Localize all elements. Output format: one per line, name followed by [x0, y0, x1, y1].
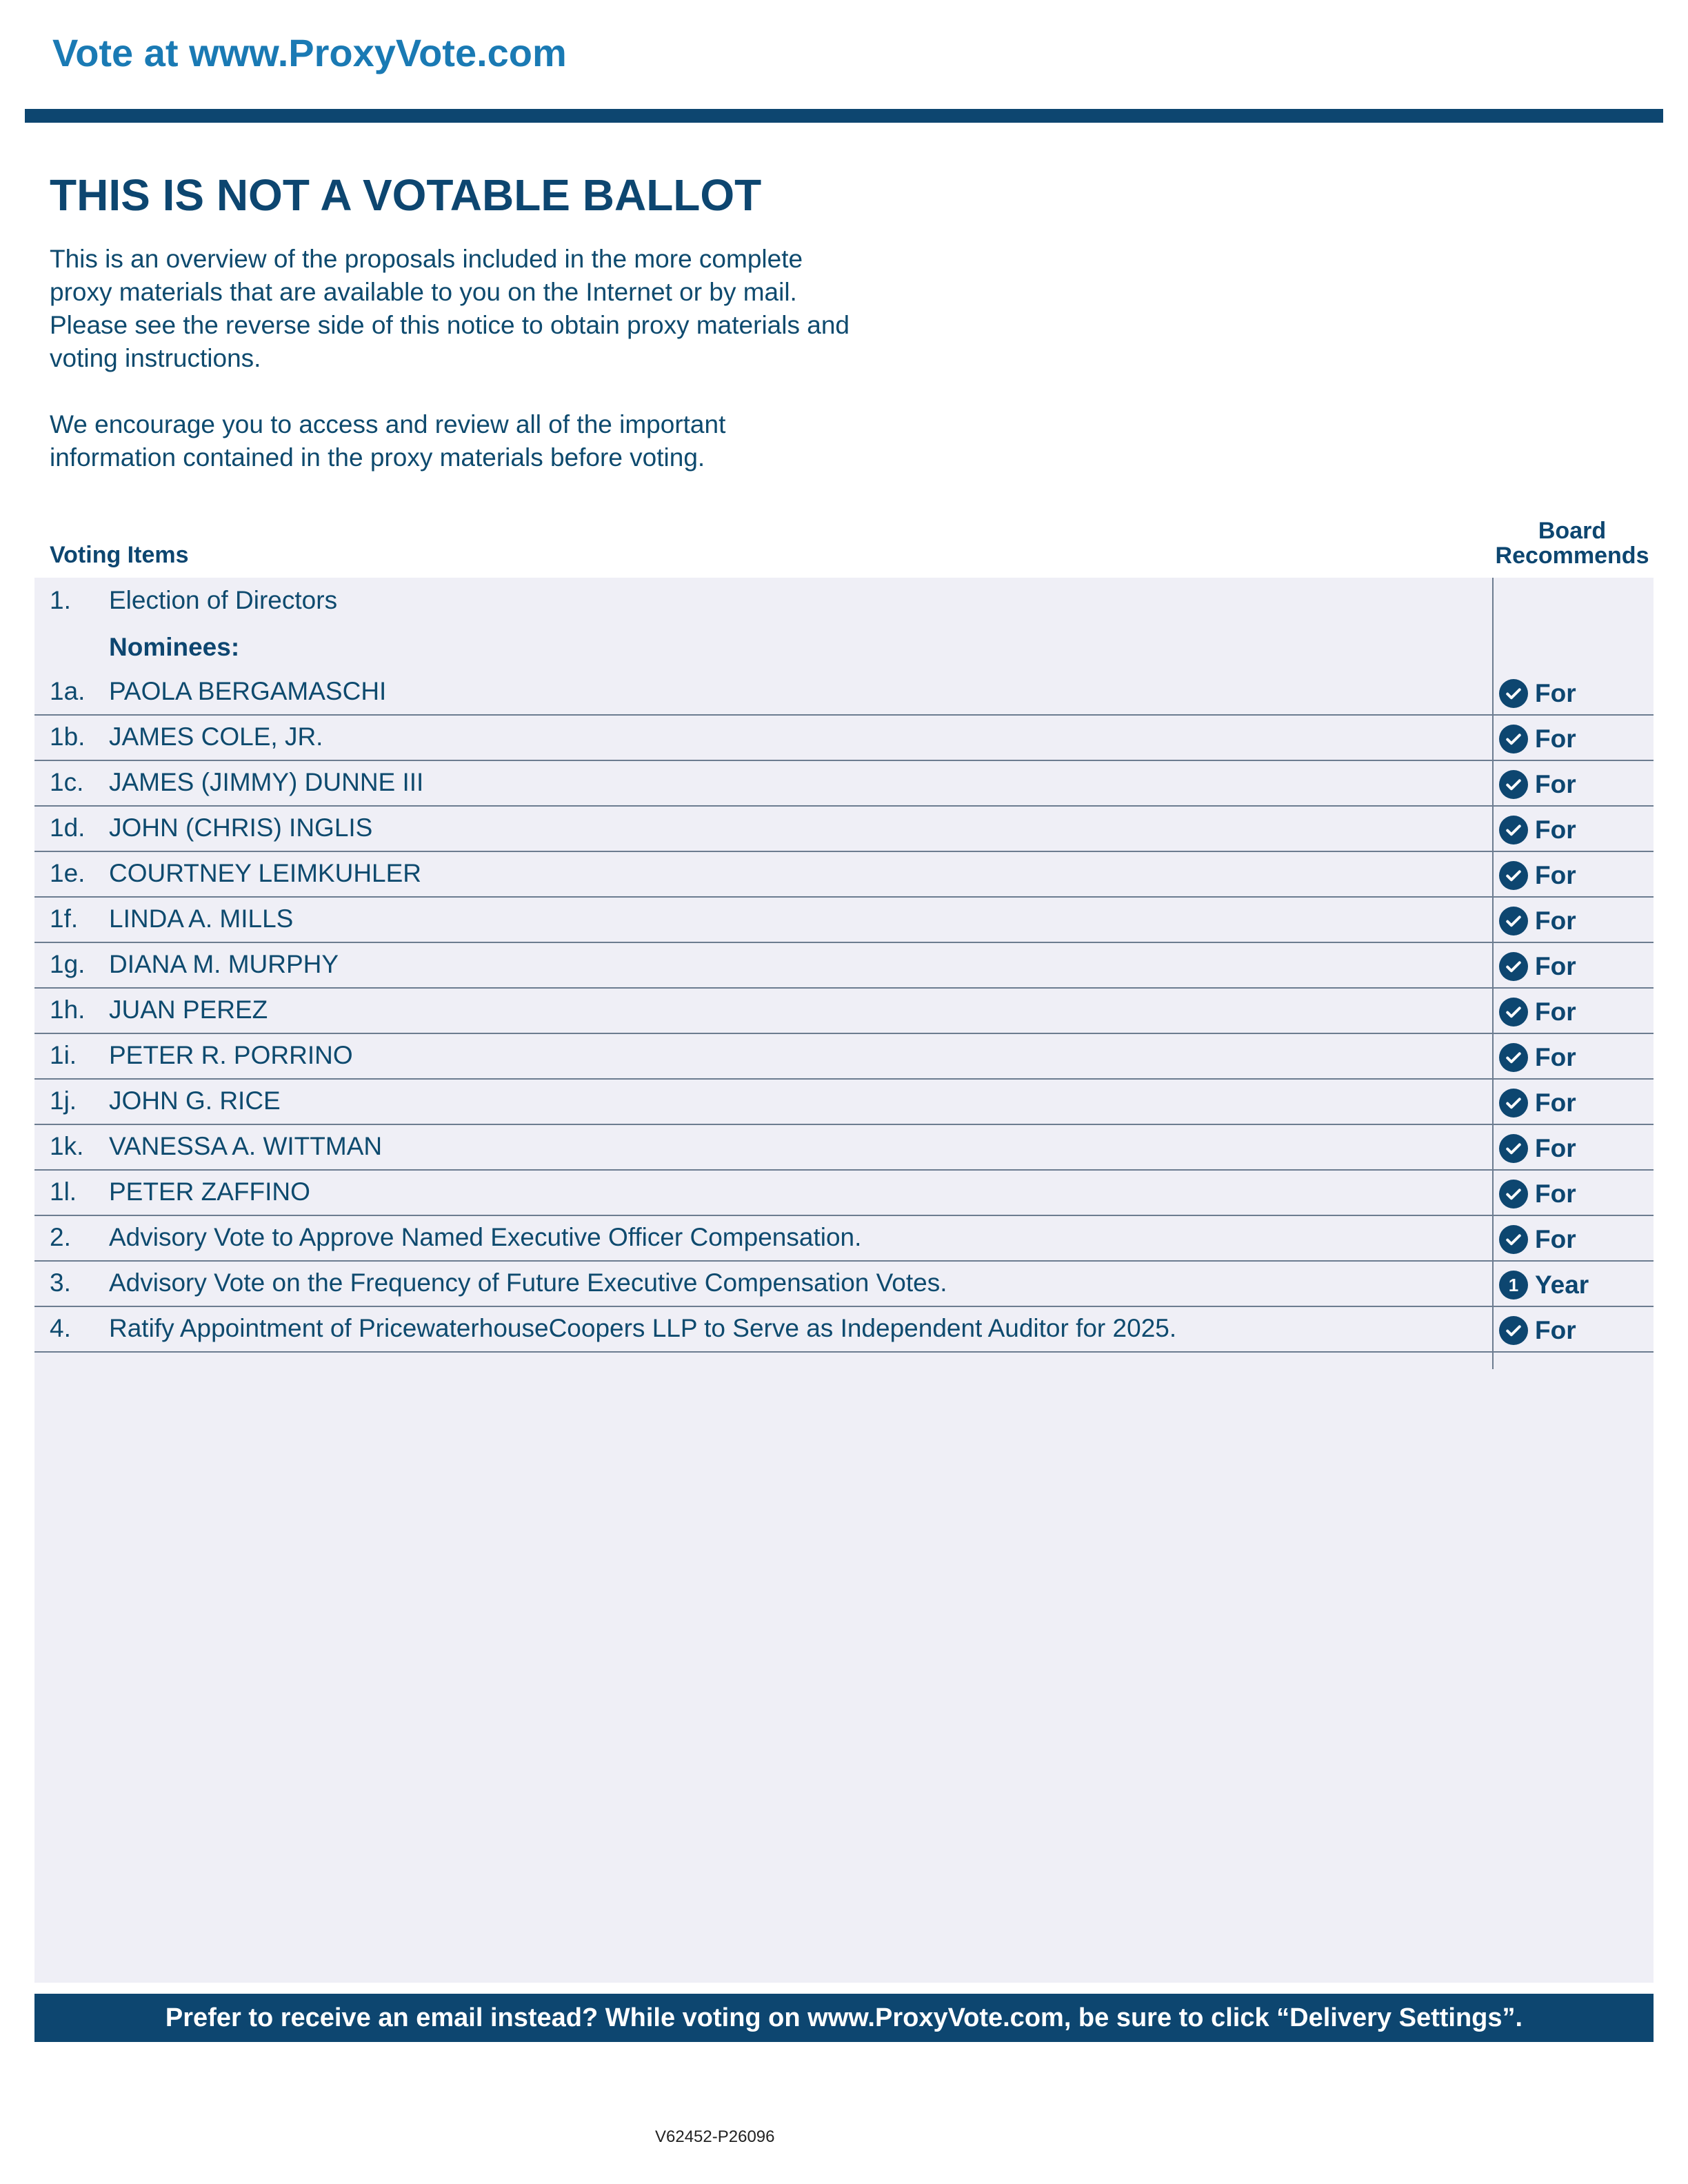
check-circle-icon: [1499, 770, 1528, 799]
table-row: [34, 625, 1654, 670]
icon-number: 1: [1508, 1274, 1519, 1295]
item-number: 1c.: [50, 768, 84, 796]
board-recommendation: [1499, 678, 1576, 709]
board-recommendation: [1499, 997, 1576, 1027]
footer-banner: [34, 1994, 1654, 2042]
recommendation-label: For: [1535, 770, 1576, 798]
board-recommends-header: [1489, 518, 1655, 568]
item-number: 1k.: [50, 1132, 84, 1160]
item-text: JOHN (CHRIS) INGLIS: [109, 813, 373, 842]
item-number: 1i.: [50, 1041, 77, 1069]
board-recommendation: [1499, 1133, 1576, 1164]
recommendation-label: For: [1535, 1316, 1576, 1344]
check-circle-icon: [1499, 861, 1528, 890]
table-row: [34, 1260, 1654, 1307]
check-circle-icon: [1499, 725, 1528, 754]
table-row: [34, 851, 1654, 898]
recommendation-label: For: [1535, 998, 1576, 1026]
voting-items-header: Voting Items: [50, 542, 189, 568]
intro-paragraph-2: We encourage you to access and review all of the important information contained in the proxy materials before voting.: [50, 410, 726, 472]
board-recommendation: [1499, 724, 1576, 754]
board-recommendation: [1499, 1042, 1576, 1073]
table-row: [34, 1033, 1654, 1080]
page-title: THIS IS NOT A VOTABLE BALLOT: [50, 170, 762, 220]
number-one-circle-icon: [1499, 1271, 1528, 1300]
item-text: JUAN PEREZ: [109, 995, 268, 1024]
item-text: PAOLA BERGAMASCHI: [109, 677, 387, 705]
item-number: 1l.: [50, 1177, 77, 1206]
check-circle-icon: [1499, 907, 1528, 936]
check-circle-icon: [1499, 952, 1528, 981]
board-recommendation: [1499, 815, 1576, 845]
board-recommendation: [1499, 860, 1576, 891]
document-code: V62452-P26096: [655, 2127, 775, 2146]
check-circle-icon: [1499, 1180, 1528, 1209]
table-row: [34, 669, 1654, 716]
nominees-label: Nominees:: [109, 633, 240, 661]
recommendation-label: For: [1535, 861, 1576, 889]
check-circle-icon: [1499, 1089, 1528, 1118]
table-row: [34, 942, 1654, 989]
item-text: COURTNEY LEIMKUHLER: [109, 859, 422, 887]
recommendation-label: For: [1535, 1089, 1576, 1117]
item-number: 2.: [50, 1223, 71, 1251]
item-number: 3.: [50, 1268, 71, 1297]
item-text: JAMES (JIMMY) DUNNE III: [109, 768, 424, 796]
recommendation-label: For: [1535, 907, 1576, 935]
check-circle-icon: [1499, 1316, 1528, 1345]
item-text: JOHN G. RICE: [109, 1086, 281, 1115]
item-number: 1j.: [50, 1086, 77, 1115]
board-recommendation: [1499, 951, 1576, 982]
table-row: [34, 578, 1654, 623]
table-row: [34, 896, 1654, 943]
board-recommendation: [1499, 906, 1576, 936]
footer-text: Prefer to receive an email instead? While voting on www.ProxyVote.com, be sure to click “Delivery Settings”.: [165, 2003, 1523, 2032]
recommendation-label: For: [1535, 1134, 1576, 1162]
item-number: 1.: [50, 586, 71, 614]
item-text: LINDA A. MILLS: [109, 904, 294, 933]
table-row: [34, 987, 1654, 1034]
table-row: [34, 714, 1654, 761]
check-circle-icon: [1499, 1134, 1528, 1163]
recommendation-label: For: [1535, 1180, 1576, 1208]
recommendation-label: For: [1535, 952, 1576, 980]
check-circle-icon: [1499, 1043, 1528, 1072]
item-text: PETER R. PORRINO: [109, 1041, 353, 1069]
item-number: 1b.: [50, 722, 86, 751]
table-row: [34, 1169, 1654, 1216]
table-row: [34, 760, 1654, 807]
item-number: 1a.: [50, 677, 86, 705]
recommendation-label: For: [1535, 679, 1576, 707]
check-circle-icon: [1499, 1225, 1528, 1254]
board-recommendation: [1499, 1315, 1576, 1346]
item-number: 1e.: [50, 859, 86, 887]
item-text: JAMES COLE, JR.: [109, 722, 323, 751]
table-row: [34, 805, 1654, 852]
item-number: 1g.: [50, 950, 86, 978]
intro-paragraph-1: This is an overview of the proposals included in the more complete proxy materials that are available to you on the Internet or by mail. Please see the reverse side of this notice to obtain proxy materials and voting instructions.: [50, 245, 850, 372]
recommendation-label: For: [1535, 1225, 1576, 1253]
item-text: Advisory Vote to Approve Named Executive Officer Compensation.: [109, 1223, 862, 1251]
board-header-line2: Recommends: [1495, 543, 1649, 569]
table-row: [34, 1124, 1654, 1171]
check-circle-icon: [1499, 816, 1528, 845]
header-title: Vote at www.ProxyVote.com: [52, 31, 567, 74]
board-recommendation: [1499, 1270, 1589, 1300]
recommendation-label: For: [1535, 725, 1576, 753]
item-text: PETER ZAFFINO: [109, 1177, 310, 1206]
table-row: [34, 1078, 1654, 1125]
intro-text: [50, 243, 850, 474]
recommendation-label: For: [1535, 1043, 1576, 1071]
board-recommendation: [1499, 1088, 1576, 1118]
item-number: 1f.: [50, 904, 79, 933]
item-text: DIANA M. MURPHY: [109, 950, 339, 978]
header-divider: [25, 109, 1663, 123]
item-number: 1d.: [50, 813, 86, 842]
check-circle-icon: [1499, 998, 1528, 1027]
item-text: Advisory Vote on the Frequency of Future Executive Compensation Votes.: [109, 1268, 947, 1297]
item-text: Ratify Appointment of PricewaterhouseCoopers LLP to Serve as Independent Auditor for 2025.: [109, 1314, 1177, 1342]
item-text: Election of Directors: [109, 586, 338, 614]
check-circle-icon: [1499, 679, 1528, 708]
item-text: VANESSA A. WITTMAN: [109, 1132, 383, 1160]
table-row: [34, 1306, 1654, 1353]
recommendation-label: For: [1535, 816, 1576, 844]
item-number: 4.: [50, 1314, 71, 1342]
table-row: [34, 1215, 1654, 1262]
board-recommendation: [1499, 769, 1576, 800]
item-number: 1h.: [50, 995, 86, 1024]
board-recommendation: [1499, 1224, 1576, 1255]
recommendation-label: Year: [1535, 1271, 1589, 1299]
board-header-line1: Board: [1538, 518, 1607, 544]
board-recommendation: [1499, 1179, 1576, 1209]
